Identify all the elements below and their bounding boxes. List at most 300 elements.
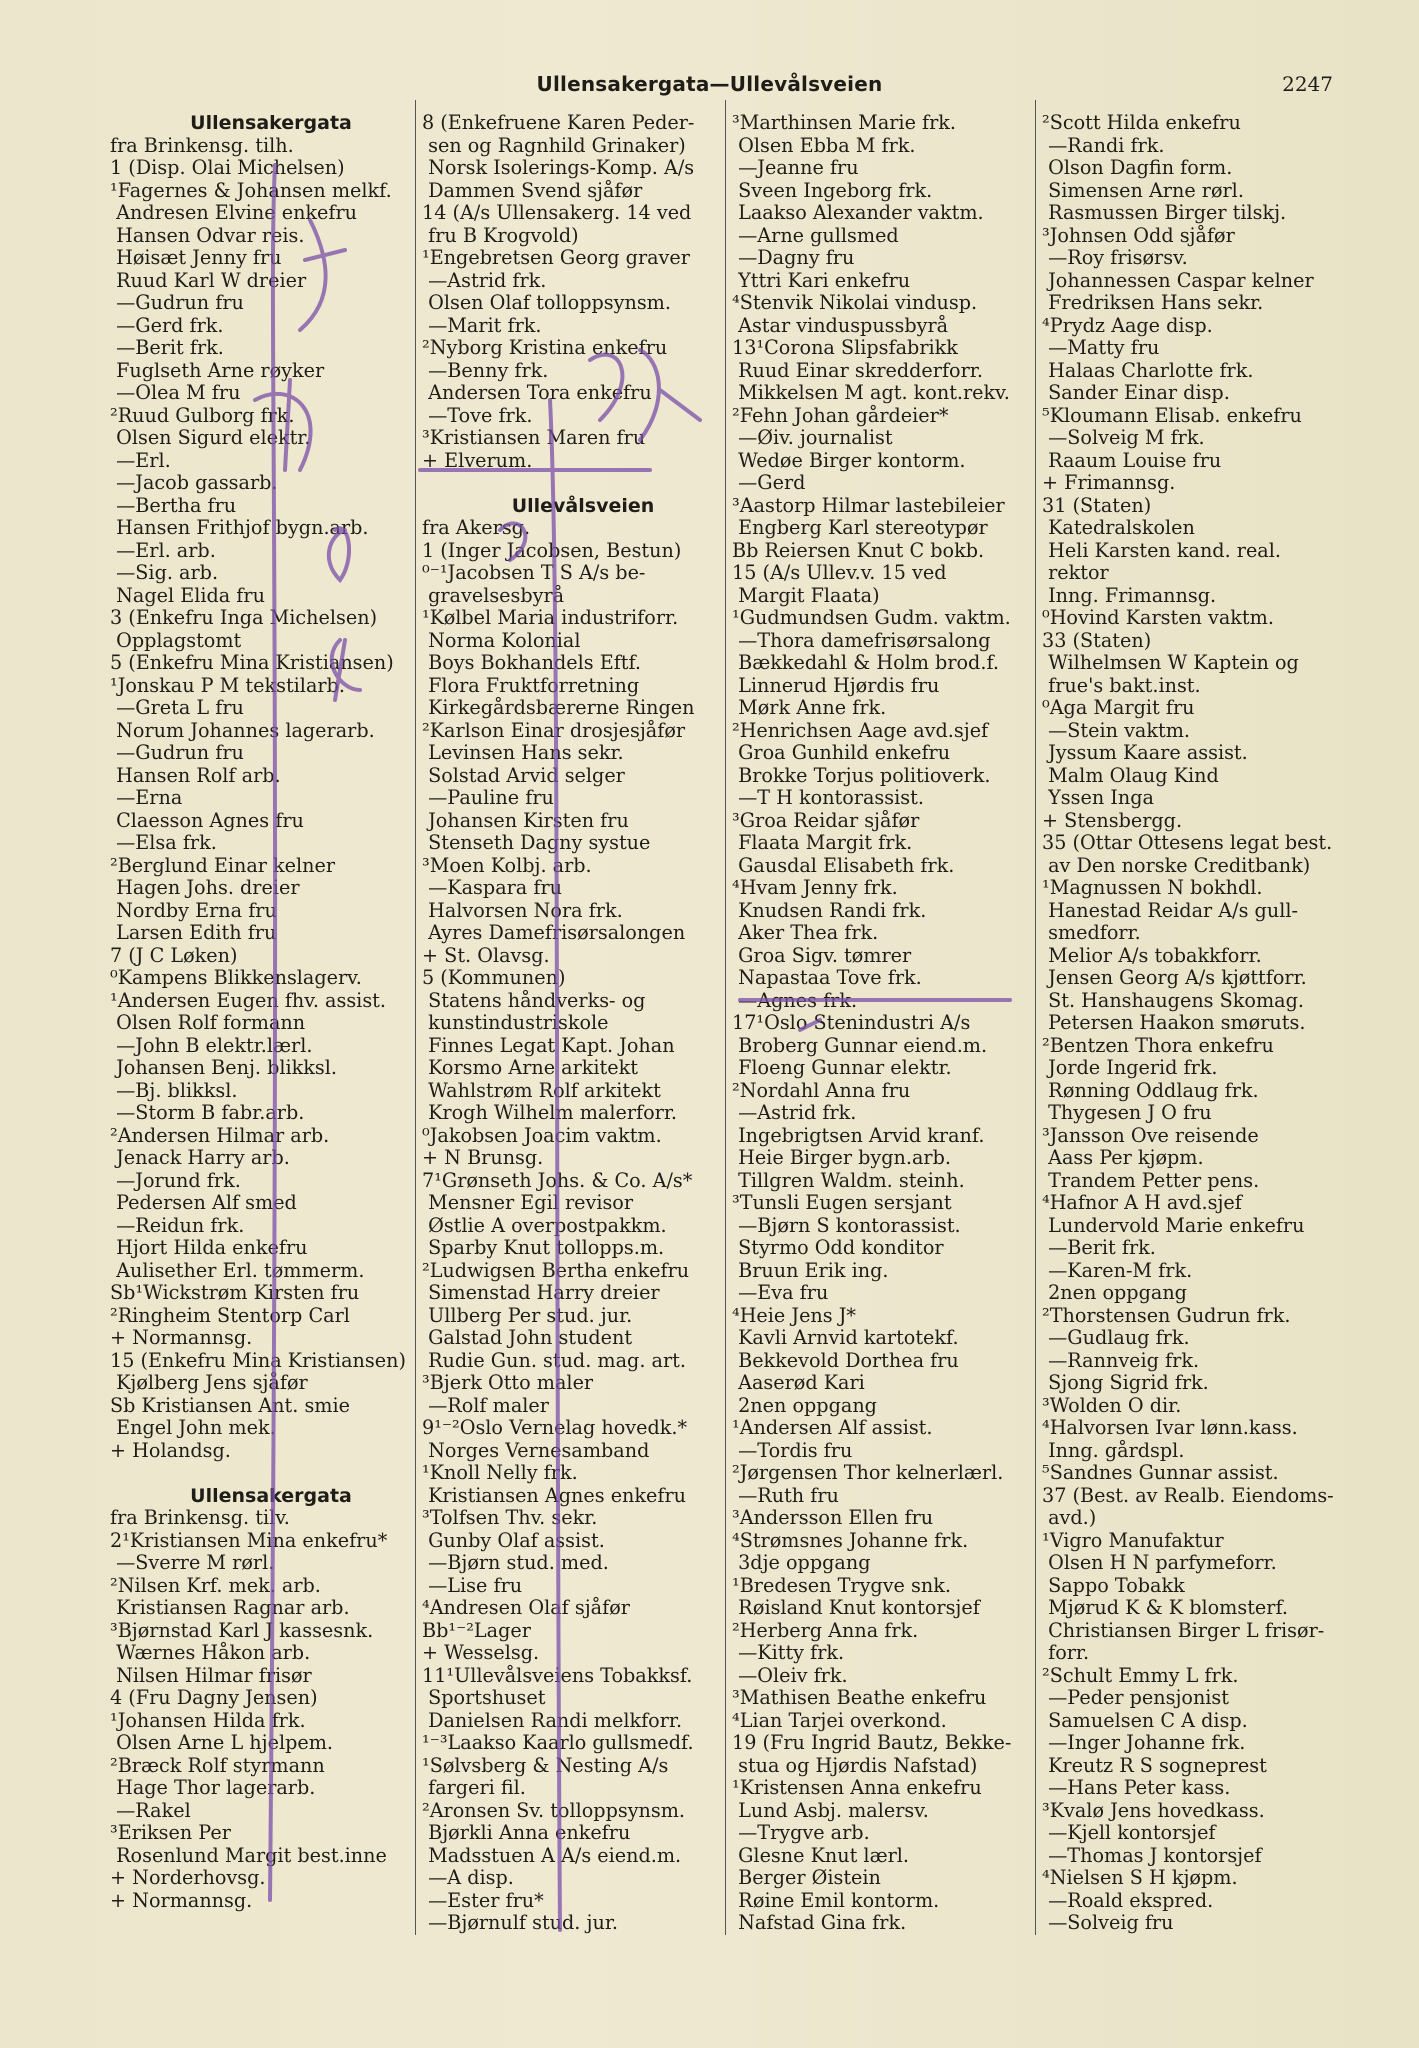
- directory-entry: Nordby Erna fru: [110, 898, 277, 922]
- directory-entry: Andresen Elvine enkefru: [110, 201, 358, 224]
- directory-entry: ³Tunsli Eugen sersjant: [732, 1191, 952, 1214]
- directory-entry: Wilhelmsen W Kaptein og: [1042, 651, 1299, 674]
- directory-entry: ²Nordahl Anna fru: [732, 1078, 911, 1102]
- directory-entry: Hansen Odvar reis.: [110, 223, 305, 247]
- directory-entry: Olsen Rolf formann: [110, 1011, 306, 1034]
- directory-entry: Bækkedahl & Holm brod.f.: [732, 651, 999, 674]
- directory-entry: ²Aronsen Sv. tolloppsynsm.: [422, 1798, 686, 1822]
- directory-entry: Lund Asbj. malersv.: [732, 1798, 929, 1822]
- directory-entry: gravelsesbyrå: [422, 583, 565, 607]
- directory-entry: —Jacob gassarb.: [110, 471, 278, 494]
- directory-entry: Ruud Einar skredderforr.: [732, 358, 983, 382]
- directory-entry: Rudie Gun. stud. mag. art.: [422, 1348, 686, 1372]
- directory-entry: Solstad Arvid selger: [422, 763, 625, 787]
- directory-entry: ²Bræck Rolf styrmann: [110, 1753, 325, 1777]
- directory-entry: ²Scott Hilda enkefru: [1042, 111, 1241, 134]
- directory-entry: ¹Fagernes & Johansen melkf.: [110, 178, 392, 202]
- directory-entry: Aulisether Erl. tømmerm.: [110, 1258, 365, 1282]
- directory-entry: Sb¹Wickstrøm Kirsten fru: [110, 1281, 360, 1304]
- directory-entry: —Gerd: [732, 471, 806, 494]
- directory-entry: Kristiansen Agnes enkefru: [422, 1483, 687, 1507]
- directory-entry: ⁴Lian Tarjei overkond.: [732, 1708, 947, 1732]
- directory-entry: —Sig. arb.: [110, 561, 219, 584]
- directory-entry: ⁰Aga Margit fru: [1042, 696, 1195, 719]
- directory-entry: [110, 1462, 432, 1485]
- directory-entry: —Stein vaktm.: [1042, 718, 1191, 742]
- directory-entry: Kreutz R S sogneprest: [1042, 1753, 1267, 1777]
- directory-entry: 7 (J C Løken): [110, 943, 238, 967]
- directory-entry: Groa Sigv. tømrer: [732, 943, 912, 967]
- directory-column-4: [1042, 112, 1364, 1935]
- directory-entry: ⁴Hvam Jenny frk.: [732, 876, 898, 899]
- directory-entry: ³Wolden O dir.: [1042, 1393, 1182, 1417]
- directory-entry: Groa Gunhild enkefru: [732, 741, 951, 764]
- directory-entry: ¹Johansen Hilda frk.: [110, 1708, 306, 1732]
- directory-entry: Ingebrigtsen Arvid kranf.: [732, 1123, 985, 1147]
- directory-entry: Sveen Ingeborg frk.: [732, 178, 933, 202]
- directory-entry: ¹Magnussen N bokhdl.: [1042, 876, 1263, 899]
- directory-entry: Engberg Karl stereotypør: [732, 516, 988, 539]
- directory-entry: —Tove frk.: [422, 403, 533, 427]
- directory-entry: Madsstuen A A/s eiend.m.: [422, 1843, 682, 1867]
- directory-entry: Mørk Anne frk.: [732, 696, 887, 719]
- directory-entry: ²Berglund Einar kelner: [110, 853, 336, 877]
- directory-entry: Simenstad Harry dreier: [422, 1281, 660, 1304]
- directory-entry: Bruun Erik ing.: [732, 1258, 889, 1282]
- directory-entry: fargeri fil.: [422, 1776, 526, 1799]
- directory-entry: —Gerd frk.: [110, 313, 224, 337]
- directory-entry: ³Johnsen Odd sjåfør: [1042, 223, 1235, 247]
- directory-entry: ³Jansson Ove reisende: [1042, 1123, 1259, 1147]
- directory-entry: Pedersen Alf smed: [110, 1191, 297, 1214]
- directory-entry: Tillgren Waldm. steinh.: [732, 1168, 965, 1192]
- directory-entry: rektor: [1042, 561, 1109, 584]
- directory-entry: —Erna: [110, 786, 183, 809]
- directory-entry: —Rakel: [110, 1798, 191, 1822]
- directory-entry: Olsen Olaf tolloppsynsm.: [422, 291, 671, 314]
- directory-entry: ¹Engebretsen Georg graver: [422, 246, 690, 269]
- directory-entry: ¹Andersen Eugen fhv. assist.: [110, 988, 386, 1012]
- directory-entry: 35 (Ottar Ottesens legat best.: [1042, 831, 1333, 854]
- directory-entry: Napastaa Tove frk.: [732, 966, 922, 989]
- directory-entry: Røine Emil kontorm.: [732, 1888, 940, 1912]
- directory-entry: Rønning Oddlaug frk.: [1042, 1078, 1259, 1102]
- directory-entry: —Astrid frk.: [732, 1101, 857, 1124]
- page-number: 2247: [1282, 72, 1333, 96]
- directory-entry: —Solveig M frk.: [1042, 426, 1205, 449]
- directory-entry: —Tordis fru: [732, 1438, 853, 1462]
- directory-entry: ¹Jonskau P M tekstilarb.: [110, 673, 345, 697]
- directory-entry: Hjort Hilda enkefru: [110, 1236, 308, 1259]
- directory-entry: ²Nilsen Krf. mek. arb.: [110, 1573, 321, 1597]
- directory-entry: ³Andersson Ellen fru: [732, 1506, 934, 1529]
- directory-entry: Heli Karsten kand. real.: [1042, 538, 1281, 562]
- directory-entry: Engel John mek.: [110, 1416, 276, 1439]
- directory-entry: Olsen Sigurd elektr.: [110, 426, 311, 449]
- directory-entry: —Kitty frk.: [732, 1641, 845, 1664]
- directory-entry: 15 (A/s Ullev.v. 15 ved: [732, 561, 947, 584]
- directory-entry: Norsk Isolerings-Komp. A/s: [422, 156, 695, 179]
- directory-entry: —Sverre M rørl.: [110, 1551, 275, 1574]
- directory-entry: Johansen Benj. blikksl.: [110, 1056, 338, 1079]
- directory-column-1: [110, 112, 432, 1912]
- directory-entry: Norma Kolonial: [422, 628, 581, 652]
- directory-entry: Norum Johannes lagerarb.: [110, 718, 375, 742]
- directory-entry: —Peder pensjonist: [1042, 1686, 1229, 1709]
- street-heading: Ullensakergata: [190, 1484, 352, 1507]
- directory-entry: ²Fehn Johan gårdeier*: [732, 403, 949, 427]
- directory-entry: —Jeanne fru: [732, 156, 859, 179]
- directory-entry: Floeng Gunnar elektr.: [732, 1056, 952, 1079]
- directory-entry: Laakso Alexander vaktm.: [732, 201, 984, 224]
- directory-entry: Hansen Rolf arb.: [110, 763, 281, 787]
- directory-entry: Broberg Gunnar eiend.m.: [732, 1033, 988, 1057]
- directory-entry: Wahlstrøm Rolf arkitekt: [422, 1078, 661, 1102]
- directory-entry: Røisland Knut kontorsjef: [732, 1596, 980, 1619]
- directory-entry: Yssen Inga: [1042, 786, 1154, 809]
- directory-entry: Astar vinduspussbyrå: [732, 313, 949, 337]
- directory-entry: 19 (Fru Ingrid Bautz, Bekke-: [732, 1731, 1012, 1754]
- directory-entry: + Normannsg.: [110, 1326, 253, 1349]
- directory-entry: Korsmo Arne arkitekt: [422, 1056, 638, 1079]
- directory-entry: Margit Flaata): [732, 583, 880, 607]
- directory-entry: Wærnes Håkon arb.: [110, 1641, 311, 1664]
- directory-entry: Halaas Charlotte frk.: [1042, 358, 1254, 382]
- directory-entry: ²Andersen Hilmar arb.: [110, 1123, 330, 1147]
- directory-entry: 2nen oppgang: [1042, 1281, 1187, 1304]
- directory-entry: ²Ludwigsen Bertha enkefru: [422, 1258, 690, 1282]
- directory-entry: Olson Dagfin form.: [1042, 156, 1233, 179]
- directory-entry: 13¹Corona Slipsfabrikk: [732, 336, 958, 359]
- directory-entry: ⁴Strømsnes Johanne frk.: [732, 1528, 969, 1552]
- directory-entry: ³Aastorp Hilmar lastebileier: [732, 493, 1005, 517]
- directory-entry: Olsen H N parfymeforr.: [1042, 1551, 1277, 1574]
- directory-entry: 9¹⁻²Oslo Vernelag hovedk.*: [422, 1416, 688, 1439]
- directory-entry: Kirkegårdsbærerne Ringen: [422, 696, 695, 719]
- directory-entry: Flora Fruktforretning: [422, 673, 640, 697]
- directory-entry: Jensen Georg A/s kjøttforr.: [1042, 966, 1307, 989]
- street-heading: Ullevålsveien: [511, 494, 655, 517]
- directory-entry: 33 (Staten): [1042, 628, 1152, 652]
- directory-entry: —Agnes frk.: [732, 988, 858, 1012]
- directory-entry: Yttri Kari enkefru: [732, 268, 911, 292]
- directory-entry: Finnes Legat Kapt. Johan: [422, 1033, 675, 1057]
- directory-entry: —Ruth fru: [732, 1483, 839, 1507]
- directory-entry: ⁵Kloumann Elisab. enkefru: [1042, 403, 1302, 427]
- directory-entry: —Trygve arb.: [732, 1821, 870, 1844]
- directory-entry: Rasmussen Birger tilskj.: [1042, 201, 1287, 224]
- directory-entry: —Rolf maler: [422, 1393, 549, 1417]
- directory-entry: 11¹Ullevålsveiens Tobakksf.: [422, 1663, 693, 1687]
- directory-entry: Ruud Karl W dreier: [110, 268, 307, 292]
- directory-entry: Raaum Louise fru: [1042, 448, 1222, 472]
- directory-entry: —Gudrun fru: [110, 291, 244, 314]
- directory-entry: —Matty fru: [1042, 336, 1160, 359]
- directory-entry: fra Brinkensg. tilh.: [110, 133, 294, 157]
- directory-entry: —Pauline fru: [422, 786, 554, 809]
- directory-entry: Nilsen Hilmar frisør: [110, 1663, 312, 1687]
- directory-entry: Thygesen J O fru: [1042, 1101, 1212, 1124]
- directory-entry: Lundervold Marie enkefru: [1042, 1213, 1305, 1237]
- directory-entry: ³Tolfsen Thv. sekr.: [422, 1506, 598, 1529]
- directory-entry: ¹Knoll Nelly frk.: [422, 1461, 578, 1484]
- directory-entry: ³Mathisen Beathe enkefru: [732, 1686, 987, 1709]
- directory-entry: Bb¹⁻²Lager: [422, 1618, 531, 1642]
- directory-entry: —Inger Johanne frk.: [1042, 1731, 1246, 1754]
- directory-entry: —Reidun frk.: [110, 1213, 245, 1237]
- directory-entry: ³Eriksen Per: [110, 1821, 231, 1844]
- directory-entry: ⁴Nielsen S H kjøpm.: [1042, 1866, 1238, 1889]
- directory-entry: Sander Einar disp.: [1042, 381, 1230, 404]
- directory-entry: Trandem Petter pens.: [1042, 1168, 1260, 1192]
- directory-entry: Dammen Svend sjåfør: [422, 178, 643, 202]
- directory-entry: Kristiansen Ragnar arb.: [110, 1596, 350, 1619]
- directory-entry: ¹Gudmundsen Gudm. vaktm.: [732, 606, 1011, 629]
- directory-entry: ⁴Hafnor A H avd.sjef: [1042, 1191, 1242, 1214]
- directory-entry: Sportshuset: [422, 1686, 546, 1709]
- directory-entry: —Bjørn stud. med.: [422, 1551, 609, 1574]
- directory-entry: ¹Vigro Manufaktur: [1042, 1528, 1224, 1552]
- directory-entry: Johannessen Caspar kelner: [1042, 268, 1314, 292]
- directory-entry: —Thora damefrisørsalong: [732, 628, 991, 652]
- street-heading: Ullensakergata: [190, 112, 352, 134]
- directory-entry: Galstad John student: [422, 1326, 633, 1349]
- directory-entry: Aker Thea frk.: [732, 921, 879, 944]
- directory-entry: —Eva fru: [732, 1281, 829, 1304]
- directory-entry: ³Moen Kolbj. arb.: [422, 853, 592, 877]
- directory-entry: av Den norske Creditbank): [1042, 853, 1311, 877]
- directory-entry: St. Hanshaugens Skomag.: [1042, 988, 1304, 1012]
- directory-entry: Stenseth Dagny systue: [422, 831, 651, 854]
- directory-entry: Gunby Olaf assist.: [422, 1528, 605, 1552]
- directory-entry: ³Bjerk Otto maler: [422, 1371, 594, 1394]
- directory-entry: ¹⁻³Laakso Kaarlo gullsmedf.: [422, 1731, 694, 1754]
- directory-entry: Simensen Arne rørl.: [1042, 178, 1244, 202]
- directory-entry: ¹Kristensen Anna enkefru: [732, 1776, 982, 1799]
- directory-entry: ¹Sølvsberg & Nesting A/s: [422, 1753, 669, 1777]
- directory-entry: Claesson Agnes fru: [110, 808, 304, 832]
- directory-entry: ²Henrichsen Aage avd.sjef: [732, 718, 989, 742]
- directory-entry: sen og Ragnhild Grinaker): [422, 133, 686, 157]
- directory-entry: Aass Per kjøpm.: [1042, 1146, 1204, 1169]
- directory-entry: Danielsen Randi melkforr.: [422, 1708, 683, 1732]
- directory-entry: Flaata Margit frk.: [732, 831, 913, 854]
- directory-column-3: [732, 112, 1054, 1935]
- directory-entry: —Astrid frk.: [422, 268, 547, 292]
- directory-entry: fra Akersg.: [422, 516, 531, 539]
- directory-entry: kunstindustriskole: [422, 1011, 609, 1034]
- directory-entry: —Randi frk.: [1042, 133, 1165, 157]
- directory-entry: Styrmo Odd konditor: [732, 1236, 944, 1259]
- directory-entry: + Holandsg.: [110, 1438, 231, 1462]
- directory-entry: —Benny frk.: [422, 358, 549, 382]
- directory-entry: —Oleiv frk.: [732, 1663, 848, 1687]
- directory-entry: —Storm B fabr.arb.: [110, 1101, 305, 1124]
- directory-entry: ¹Kølbel Maria industriforr.: [422, 606, 679, 629]
- directory-entry: Sappo Tobakk: [1042, 1573, 1185, 1597]
- directory-entry: Brokke Torjus politioverk.: [732, 763, 991, 787]
- directory-entry: —Lise fru: [422, 1573, 523, 1597]
- directory-entry: Krogh Wilhelm malerforr.: [422, 1101, 677, 1124]
- directory-entry: Petersen Haakon smøruts.: [1042, 1011, 1306, 1034]
- directory-entry: 1 (Inger Jacobsen, Bestun): [422, 538, 682, 562]
- directory-entry: Sjong Sigrid frk.: [1042, 1371, 1209, 1394]
- directory-entry: —Karen-M frk.: [1042, 1258, 1193, 1282]
- directory-entry: —Gudlaug frk.: [1042, 1326, 1190, 1349]
- directory-entry: 5 (Enkefru Mina Kristiansen): [110, 651, 394, 674]
- directory-entry: [422, 472, 744, 495]
- directory-entry: —Bertha fru: [110, 493, 237, 517]
- directory-entry: Linnerud Hjørdis fru: [732, 673, 940, 697]
- directory-entry: Norges Vernesamband: [422, 1438, 650, 1462]
- directory-entry: stua og Hjørdis Nafstad): [732, 1753, 978, 1777]
- directory-entry: Ayres Damefrisørsalongen: [422, 921, 686, 944]
- directory-entry: —Jorund frk.: [110, 1168, 241, 1192]
- directory-entry: + N Brunsg.: [422, 1146, 544, 1169]
- directory-entry: ²Nyborg Kristina enkefru: [422, 336, 668, 359]
- directory-entry: ³Kvalø Jens hovedkass.: [1042, 1798, 1265, 1822]
- directory-entry: —Greta L fru: [110, 696, 244, 719]
- directory-entry: Jorde Ingerid frk.: [1042, 1056, 1218, 1079]
- directory-entry: —Arne gullsmed: [732, 223, 899, 247]
- directory-entry: Katedralskolen: [1042, 516, 1195, 539]
- directory-entry: —Berit frk.: [110, 336, 224, 359]
- directory-entry: Larsen Edith fru: [110, 921, 277, 944]
- directory-entry: ⁴Prydz Aage disp.: [1042, 313, 1213, 337]
- directory-entry: + Normannsg.: [110, 1888, 253, 1912]
- directory-entry: + Norderhovsg.: [110, 1866, 266, 1889]
- directory-entry: Bb Reiersen Knut C bokb.: [732, 538, 985, 562]
- directory-entry: Boys Bokhandels Eftf.: [422, 651, 642, 674]
- directory-entry: 15 (Enkefru Mina Kristiansen): [110, 1348, 406, 1372]
- directory-entry: Berger Øistein: [732, 1866, 881, 1889]
- directory-entry: Samuelsen C A disp.: [1042, 1708, 1248, 1732]
- directory-entry: —Roy frisørsv.: [1042, 246, 1188, 269]
- directory-entry: Inng. gårdspl.: [1042, 1438, 1185, 1462]
- directory-entry: ²Karlson Einar drosjesjåfør: [422, 718, 686, 742]
- directory-entry: Hagen Johs. dreier: [110, 876, 300, 899]
- directory-entry: Aaserød Kari: [732, 1371, 865, 1394]
- directory-entry: ¹Bredesen Trygve snk.: [732, 1573, 951, 1597]
- directory-entry: Knudsen Randi frk.: [732, 898, 927, 922]
- directory-entry: —Bjørnulf stud. jur.: [422, 1911, 618, 1934]
- directory-entry: ⁴Halvorsen Ivar lønn.kass.: [1042, 1416, 1298, 1439]
- directory-entry: 17¹Oslo Stenindustri A/s: [732, 1011, 971, 1034]
- directory-entry: —Erl. arb.: [110, 538, 216, 562]
- directory-entry: Heie Birger bygn.arb.: [732, 1146, 951, 1169]
- directory-entry: Kjølberg Jens sjåfør: [110, 1371, 308, 1394]
- directory-entry: —Thomas J kontorsjef: [1042, 1843, 1262, 1867]
- directory-entry: ³Marthinsen Marie frk.: [732, 111, 957, 134]
- directory-entry: Melior A/s tobakkforr.: [1042, 943, 1262, 967]
- directory-entry: ⁴Andresen Olaf sjåfør: [422, 1596, 630, 1619]
- directory-entry: ²Bentzen Thora enkefru: [1042, 1033, 1274, 1057]
- directory-entry: 2¹Kristiansen Mina enkefru*: [110, 1528, 388, 1552]
- directory-entry: ³Kristiansen Maren fru: [422, 426, 646, 449]
- directory-entry: —Erl.: [110, 448, 171, 472]
- directory-entry: —T H kontorassist.: [732, 786, 924, 809]
- directory-entry: Johansen Kirsten fru: [422, 808, 629, 832]
- directory-entry: 14 (A/s Ullensakerg. 14 ved: [422, 201, 692, 224]
- page-title: Ullensakergata—Ullevålsveien: [536, 72, 883, 96]
- directory-entry: + Elverum.: [422, 448, 533, 472]
- directory-entry: + St. Olavsg.: [422, 943, 550, 967]
- directory-entry: + Wesselsg.: [422, 1641, 540, 1664]
- directory-entry: —Gudrun fru: [110, 741, 244, 764]
- directory-entry: ³Groa Reidar sjåfør: [732, 808, 920, 832]
- directory-entry: Nafstad Gina frk.: [732, 1911, 907, 1934]
- directory-entry: 2nen oppgang: [732, 1393, 877, 1417]
- directory-entry: 3dje oppgang: [732, 1551, 871, 1574]
- directory-entry: —Bjørn S kontorassist.: [732, 1213, 961, 1237]
- directory-entry: + Stensbergg.: [1042, 808, 1183, 832]
- directory-entry: fru B Krogvold): [422, 223, 579, 247]
- directory-entry: Fredriksen Hans sekr.: [1042, 291, 1264, 314]
- directory-entry: —A disp.: [422, 1866, 514, 1889]
- directory-entry: Malm Olaug Kind: [1042, 763, 1219, 787]
- directory-entry: ²Herberg Anna frk.: [732, 1618, 919, 1642]
- directory-entry: Rosenlund Margit best.inne: [110, 1843, 387, 1867]
- directory-entry: + Frimannsg.: [1042, 471, 1176, 494]
- directory-entry: —Bj. blikksl.: [110, 1078, 238, 1102]
- directory-entry: Hanestad Reidar A/s gull-: [1042, 898, 1298, 922]
- directory-entry: Jyssum Kaare assist.: [1042, 741, 1248, 764]
- directory-entry: —Berit frk.: [1042, 1236, 1156, 1259]
- directory-entry: ⁴Stenvik Nikolai vindusp.: [732, 291, 978, 314]
- directory-entry: —Kaspara fru: [422, 876, 562, 899]
- directory-entry: Mensner Egil revisor: [422, 1191, 634, 1214]
- directory-entry: —Hans Peter kass.: [1042, 1776, 1231, 1799]
- directory-entry: —Rannveig frk.: [1042, 1348, 1200, 1372]
- directory-entry: Nagel Elida fru: [110, 583, 265, 607]
- directory-entry: Wedøe Birger kontorm.: [732, 448, 966, 472]
- directory-entry: ¹Andersen Alf assist.: [732, 1416, 933, 1439]
- directory-entry: —Marit frk.: [422, 313, 542, 337]
- directory-entry: —Ester fru*: [422, 1888, 544, 1912]
- directory-entry: Opplagstomt: [110, 628, 242, 652]
- directory-entry: ⁰⁻¹Jacobsen T S A/s be-: [422, 561, 646, 584]
- directory-entry: Ullberg Per stud. jur.: [422, 1303, 633, 1327]
- directory-entry: Olsen Arne L hjelpem.: [110, 1731, 334, 1754]
- directory-entry: —Solveig fru: [1042, 1911, 1174, 1934]
- directory-entry: —Kjell kontorsjef: [1042, 1821, 1216, 1844]
- directory-entry: Levinsen Hans sekr.: [422, 741, 624, 764]
- directory-entry: ³Bjørnstad Karl J kassesnk.: [110, 1618, 374, 1642]
- directory-entry: Mikkelsen M agt. kont.rekv.: [732, 381, 1010, 404]
- directory-entry: ⁴Heie Jens J*: [732, 1303, 857, 1327]
- directory-entry: ⁰Hovind Karsten vaktm.: [1042, 606, 1274, 629]
- directory-entry: ⁰Kampens Blikkenslagerv.: [110, 966, 362, 989]
- directory-entry: frue's bakt.inst.: [1042, 673, 1201, 697]
- directory-entry: ⁰Jakobsen Joacim vaktm.: [422, 1123, 662, 1147]
- directory-entry: 8 (Enkefruene Karen Peder-: [422, 111, 695, 134]
- directory-entry: 4 (Fru Dagny Jensen): [110, 1686, 318, 1709]
- directory-entry: —Elsa frk.: [110, 831, 217, 854]
- directory-entry: fra Brinkensg. tilv.: [110, 1506, 290, 1529]
- directory-entry: smedforr.: [1042, 921, 1141, 944]
- directory-entry: Statens håndverks- og: [422, 988, 646, 1012]
- directory-entry: Hage Thor lagerarb.: [110, 1776, 316, 1799]
- directory-entry: 5 (Kommunen): [422, 966, 566, 989]
- directory-entry: Høisæt Jenny fru: [110, 246, 282, 269]
- directory-entry: Halvorsen Nora frk.: [422, 898, 623, 922]
- directory-entry: ²Thorstensen Gudrun frk.: [1042, 1303, 1291, 1327]
- directory-entry: Glesne Knut lærl.: [732, 1843, 910, 1867]
- directory-column-2: [422, 112, 744, 1935]
- directory-entry: —Roald ekspred.: [1042, 1888, 1214, 1912]
- directory-entry: ²Schult Emmy L frk.: [1042, 1663, 1239, 1687]
- directory-entry: Gausdal Elisabeth frk.: [732, 853, 955, 877]
